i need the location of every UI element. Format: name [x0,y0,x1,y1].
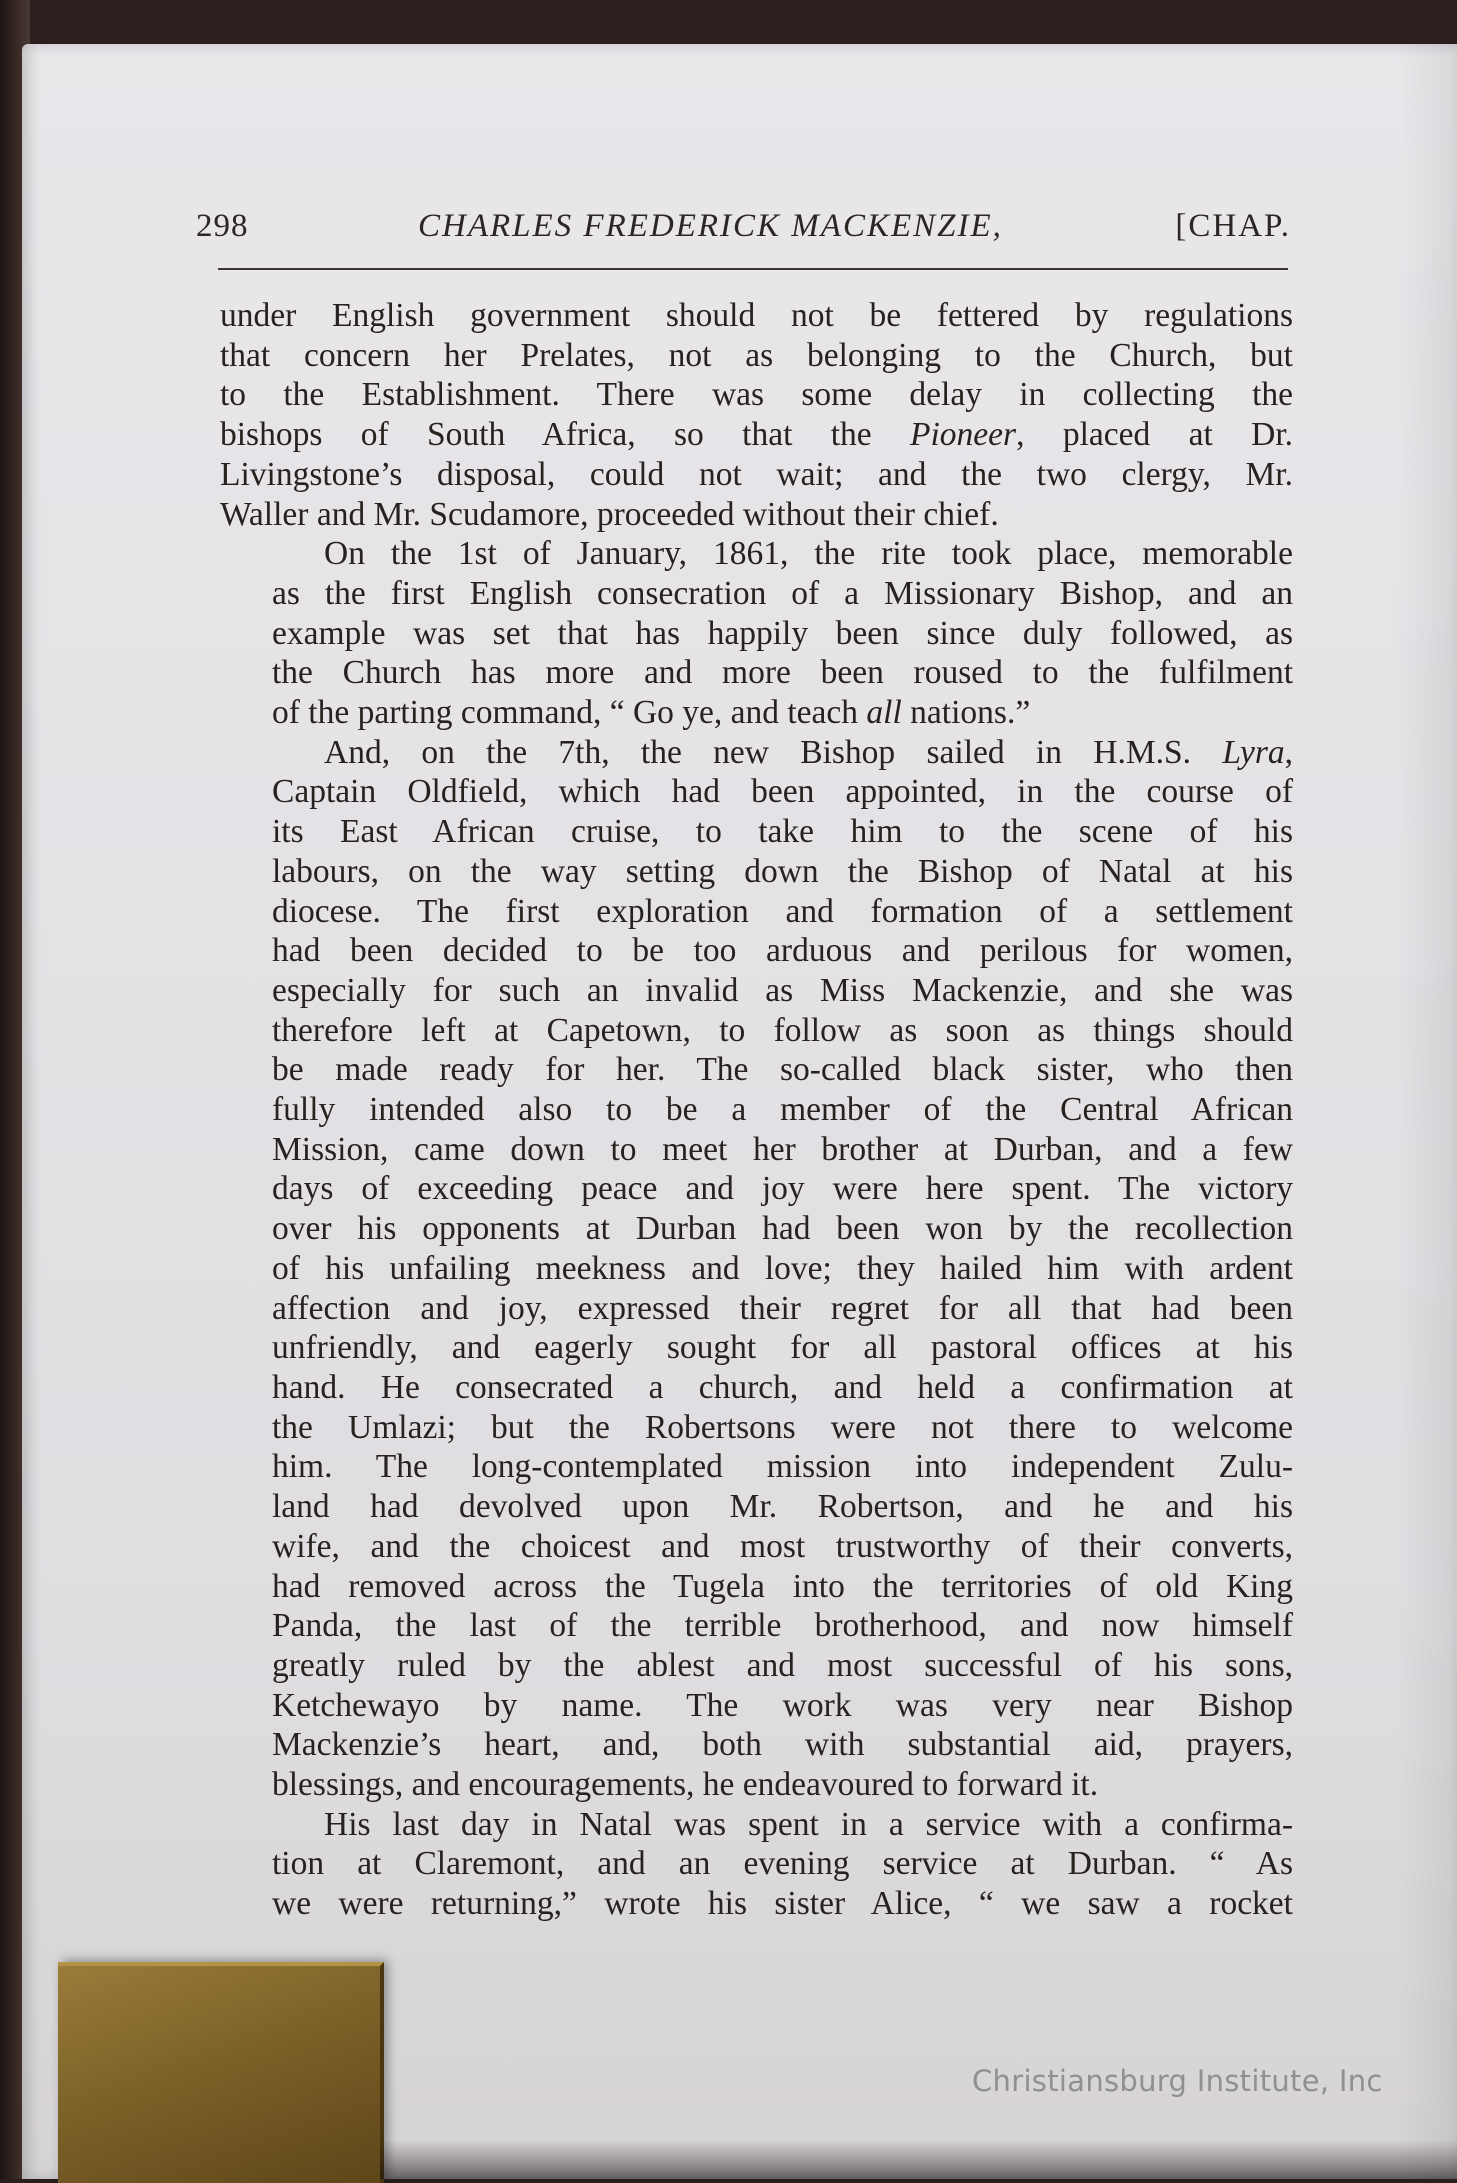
text-line: affection and joy, expressed their regret for all that had been [272,1289,1293,1327]
text-line: Panda, the last of the terrible brotherhood, and now himself [272,1607,1293,1645]
running-title: CHARLES FREDERICK MACKENZIE, [418,208,1003,244]
text-line: On the 1st of January, 1861, the rite took place, memorable [324,535,1293,573]
text-line: days of exceeding peace and joy were here spent. The victory [272,1170,1293,1208]
header-rule [218,268,1288,270]
text-line: blessings, and encouragements, he endeavoured to forward it. [272,1766,1099,1804]
text-line: bishops of South Africa, so that the Pioneer, placed at Dr. [220,416,1294,454]
paragraph [220,733,1293,1805]
text-line: Mackenzie’s heart, and, both with substantial aid, prayers, [272,1726,1293,1764]
text-line: had been decided to be too arduous and perilous for women, [272,932,1293,970]
text-line: be made ready for her. The so-called black sister, who then [272,1051,1293,1089]
watermark: Christiansburg Institute, Inc [972,2064,1383,2098]
text-line: therefore left at Capetown, to follow as soon as things should [272,1011,1293,1049]
paragraph [220,296,1293,534]
page-number: 298 [196,208,249,244]
text-line: hand. He consecrated a church, and held a confirmation at [272,1368,1293,1406]
body-text [220,296,1293,1924]
text-line: Captain Oldfield, which had been appointed, in the course of [272,773,1293,811]
text-line: had removed across the Tugela into the territories of old King [272,1567,1293,1605]
text-line: of his unfailing meekness and love; they hailed him with ardent [272,1249,1293,1287]
text-line: labours, on the way setting down the Bishop of Natal at his [272,852,1293,890]
text-line: of the parting command, “ Go ye, and teach all nations.” [272,694,1031,732]
running-header [196,208,1291,252]
text-line: And, on the 7th, the new Bishop sailed in H.M.S. Lyra, [324,733,1293,771]
text-line: example was set that has happily been since duly followed, as [272,614,1293,652]
text-line: Mission, came down to meet her brother at Durban, and a few [272,1130,1293,1168]
text-line: His last day in Natal was spent in a service with a confirma- [324,1805,1293,1843]
text-line: to the Establishment. There was some delay in collecting the [220,376,1293,414]
paragraph [220,534,1293,733]
brass-page-clip [58,1962,384,2183]
text-line: under English government should not be fettered by regulations [220,297,1293,334]
text-line: greatly ruled by the ablest and most successful of his sons, [272,1646,1293,1684]
text-line: tion at Claremont, and an evening service at Durban. “ As [272,1845,1293,1883]
text-line: the Umlazi; but the Robertsons were not there to welcome [272,1408,1293,1446]
text-line: we were returning,” wrote his sister Alice, “ we saw a rocket [272,1885,1293,1923]
text-line: over his opponents at Durban had been won by the recollection [272,1210,1293,1248]
text-line: unfriendly, and eagerly sought for all pastoral offices at his [272,1329,1293,1367]
text-line: its East African cruise, to take him to the scene of his [272,813,1293,851]
text-line: him. The long-contemplated mission into independent Zulu- [272,1448,1293,1486]
text-line: wife, and the choicest and most trustworthy of their converts, [272,1527,1293,1565]
text-line: especially for such an invalid as Miss Mackenzie, and she was [272,971,1293,1009]
page-shade [1397,44,1457,2179]
paragraph [220,1805,1293,1924]
text-line: that concern her Prelates, not as belonging to the Church, but [220,336,1293,374]
text-line: fully intended also to be a member of the Central African [272,1091,1293,1129]
text-line: as the first English consecration of a Missionary Bishop, and an [272,574,1293,612]
text-line: Ketchewayo by name. The work was very near Bishop [272,1686,1293,1724]
page-bottom-shadow [380,2140,1457,2179]
text-line: Waller and Mr. Scudamore, proceeded without their chief. [220,495,999,533]
text-line: the Church has more and more been roused to the fulfilment [272,654,1293,692]
text-line: diocese. The first exploration and formation of a settlement [272,892,1293,930]
text-line: Livingstone’s disposal, could not wait; and the two clergy, Mr. [220,455,1293,493]
text-line: land had devolved upon Mr. Robertson, and he and his [272,1488,1293,1526]
chapter-label: [CHAP. [1175,208,1291,244]
